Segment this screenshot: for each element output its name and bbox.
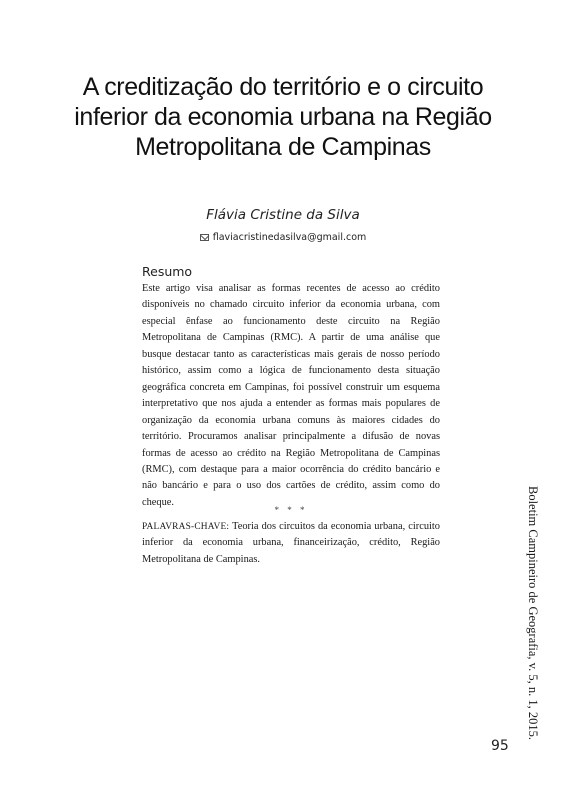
abstract-text: Este artigo visa analisar as formas recentes de acesso ao crédito disponíveis no chamado circuito inferior da economia urbana, com especial ênfase ao funcionamento deste circuito na Região Metropolitana de Campinas (RMC). A partir de uma análise que busque destacar tanto as características mais gerais de nosso período histórico, assim como a lógica de funcionamento desta situação geográfica concreta em Campinas, foi possível construir um esquema interpretativo que nos ajuda a entender as formas mais populares de organização da economia urbana comuns às maiores cidades do território. Procuramos analisar principalmente a difusão de novas formas de acesso ao crédito na Região Metropolitana de Campinas (RMC), com destaque para a maior ocorrência do crédito bancário e não bancário e para o uso dos cartões de crédito, assim como do cheque. bbox=[142, 283, 440, 508]
envelope-icon bbox=[200, 234, 209, 241]
journal-citation-vertical: Boletim Campineiro de Geografia, v. 5, n. 1, 2015. bbox=[526, 486, 540, 740]
keywords-label: PALAVRAS-CHAVE: bbox=[142, 522, 230, 532]
author-email: flaviacristinedasilva@gmail.com bbox=[212, 232, 367, 243]
keywords-paragraph bbox=[142, 519, 440, 568]
keywords-text: Teoria dos circuitos da economia urbana, circuito inferior da economia urbana, financeirização, crédito, Região Metropolitana de Campinas. bbox=[142, 521, 440, 565]
article-title: A creditização do território e o circuito inferior da economia urbana na Região Metropolitana de Campinas bbox=[74, 73, 492, 161]
abstract-heading: Resumo bbox=[142, 264, 193, 279]
author-email-row bbox=[0, 232, 566, 243]
page-number: 95 bbox=[491, 738, 509, 754]
author-name: Flávia Cristine da Silva bbox=[206, 207, 360, 223]
section-separator: * * * bbox=[274, 505, 308, 515]
